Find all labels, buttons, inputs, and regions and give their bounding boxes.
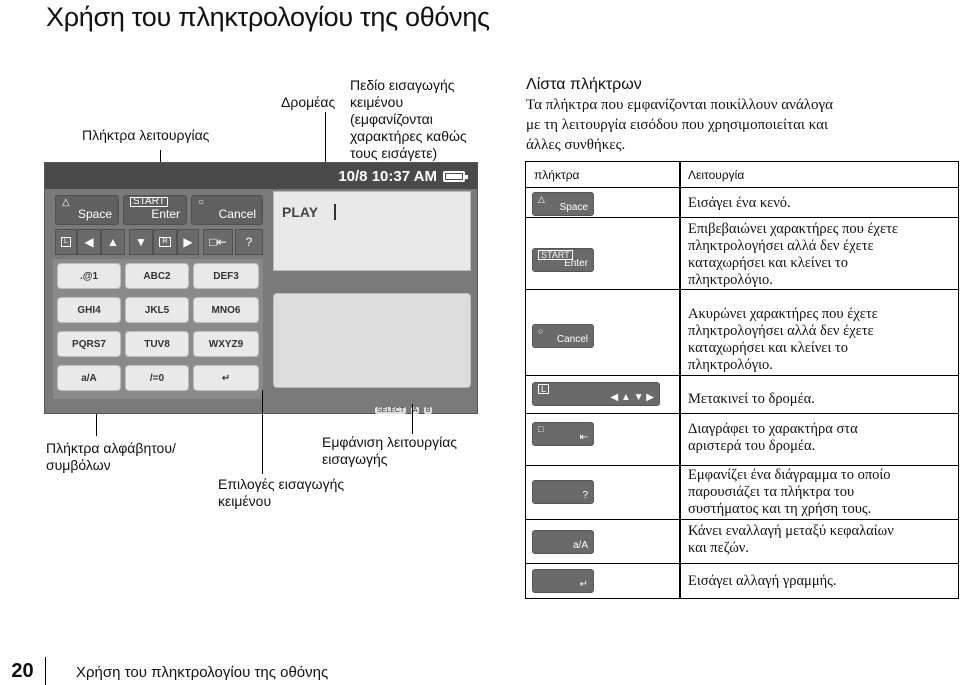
keylist-table <box>525 161 959 599</box>
desc-line: Επιβεβαιώνει χαρακτήρες που έχετε <box>688 221 898 237</box>
arrows-icon: ◀ ▲ ▼ ▶ <box>610 392 654 403</box>
space-key[interactable] <box>55 195 119 225</box>
table-row <box>526 564 958 598</box>
case-key[interactable]: a/A <box>57 365 121 391</box>
input-mode-indicator <box>375 399 471 413</box>
key-image-label: ↵ <box>579 579 588 590</box>
desc-line: και πεζών. <box>688 540 749 556</box>
header-key: πλήκτρα <box>534 168 580 182</box>
callout-line: Πεδίο εισαγωγής <box>350 77 455 93</box>
table-row <box>526 188 958 218</box>
newline-key[interactable]: ↵ <box>193 365 259 391</box>
desc-line: πληκτρολογήσει αλλά δεν έχετε <box>688 238 874 254</box>
r-button[interactable] <box>153 229 177 255</box>
key-9[interactable]: WXYZ9 <box>193 331 259 357</box>
key-image-label: a/A <box>572 540 588 551</box>
key-image-label: Enter <box>564 258 588 269</box>
keylist-title: Λίστα πλήκτρων <box>526 76 642 93</box>
mode-icon: B <box>425 407 431 414</box>
callout-line: τους εισάγετε) <box>350 145 438 161</box>
backspace-key[interactable]: □⇤ <box>203 229 233 255</box>
key-7[interactable]: PQRS7 <box>57 331 121 357</box>
arrow-up-icon[interactable]: ▲ <box>101 229 125 255</box>
header-function: Λειτουργία <box>688 168 745 182</box>
key-tag: ○ <box>538 326 544 336</box>
table-row <box>526 414 958 466</box>
select-tag: SELECT <box>377 407 405 414</box>
callout-line: κειμένου <box>218 493 272 509</box>
l-tag: L <box>61 237 71 247</box>
row-description <box>688 523 894 557</box>
key-4[interactable]: GHI4 <box>57 297 121 323</box>
start-tag: START <box>130 197 168 207</box>
key-image <box>532 530 594 554</box>
page-number: 20 <box>0 657 46 685</box>
enter-key[interactable] <box>123 195 187 225</box>
desc-line: πληκτρολογήσει αλλά δεν έχετε <box>688 323 874 339</box>
key-1[interactable]: .@1 <box>57 263 121 289</box>
desc-line: Εισάγει αλλαγή γραμμής. <box>688 573 837 589</box>
keylist-description <box>526 95 956 155</box>
callout-line: Πλήκτρα αλφάβητου/ <box>46 440 176 456</box>
triangle-icon: △ <box>62 197 70 208</box>
key-label: Cancel <box>218 207 256 221</box>
key-2[interactable]: ABC2 <box>125 263 189 289</box>
arrow-right-icon[interactable]: ▶ <box>177 229 199 255</box>
key-image-label: Cancel <box>556 334 588 345</box>
desc-line: παρουσιάζει τα πλήκτρα του <box>688 484 855 500</box>
l-button[interactable] <box>55 229 77 255</box>
desc-line: συστήματος και τη χρήση τους. <box>688 501 872 517</box>
desc-line: πληκτρολόγιο. <box>688 272 773 288</box>
key-image <box>532 192 594 216</box>
row-description <box>688 421 858 455</box>
footer-title: Χρήση του πληκτρολογίου της οθόνης <box>76 664 329 681</box>
table-header <box>526 162 958 188</box>
row-description <box>688 221 898 289</box>
key-tag: △ <box>538 194 545 204</box>
leader-line <box>262 390 263 474</box>
callout-line: συμβόλων <box>46 457 111 473</box>
mode-icon: A <box>412 407 418 414</box>
desc-line: πληκτρολόγιο. <box>688 357 773 373</box>
table-row <box>526 290 958 376</box>
desc-line: Κάνει εναλλαγή μεταξύ κεφαλαίων <box>688 523 894 539</box>
clock: 10/8 10:37 AM <box>338 168 437 185</box>
callout-cursor: Δρομέας <box>281 94 336 110</box>
row-description <box>688 573 837 590</box>
leader-line <box>412 404 413 434</box>
desc-line: Μετακινεί το δρομέα. <box>688 391 815 407</box>
key-image <box>532 324 594 348</box>
desc-line: Τα πλήκτρα που εμφανίζονται ποικίλλουν ανάλογα <box>526 97 833 113</box>
desc-line: με τη λειτουργία εισόδου που χρησιμοποιείται και <box>526 117 829 133</box>
key-tag: □ <box>538 424 544 434</box>
arrow-down-icon[interactable]: ▼ <box>129 229 153 255</box>
callout-line: (εμφανίζονται <box>350 111 433 127</box>
desc-line: Εισάγει ένα κενό. <box>688 195 791 211</box>
row-description <box>688 391 815 408</box>
row-description <box>688 306 878 374</box>
key-image <box>532 422 594 446</box>
callout-alpha-keys <box>46 440 176 474</box>
table-row <box>526 520 958 564</box>
table-row <box>526 376 958 414</box>
callout-text-options <box>218 476 344 510</box>
desc-line: Ακυρώνει χαρακτήρες που έχετε <box>688 306 878 322</box>
status-bar <box>45 163 477 189</box>
page-title: Χρήση του πληκτρολογίου της οθόνης <box>46 2 490 32</box>
table-row <box>526 466 958 520</box>
circle-icon: ○ <box>198 197 205 208</box>
callout-line: Επιλογές εισαγωγής <box>218 476 345 492</box>
key-3[interactable]: DEF3 <box>193 263 259 289</box>
callout-input-mode <box>322 434 457 468</box>
desc-line: καταχωρήσει και κλείνει το <box>688 340 848 356</box>
help-key[interactable] <box>235 229 263 255</box>
keypad <box>53 259 263 399</box>
key-0[interactable]: /=0 <box>125 365 189 391</box>
key-image <box>532 480 594 504</box>
text-field[interactable] <box>273 191 471 271</box>
callout-line: χαρακτήρες καθώς <box>350 128 467 144</box>
key-8[interactable]: TUV8 <box>125 331 189 357</box>
key-5[interactable]: JKL5 <box>125 297 189 323</box>
row-description <box>688 467 891 518</box>
callout-text-field <box>350 77 467 162</box>
text-field-value: PLAY <box>282 204 319 220</box>
r-tag: R <box>159 237 170 247</box>
key-image <box>532 248 594 272</box>
key-label: Enter <box>151 207 180 221</box>
backspace-icon: ⇤ <box>579 432 588 443</box>
callout-line: εισαγωγής <box>322 451 388 467</box>
key-label: Space <box>77 207 112 221</box>
callout-line: Εμφάνιση λειτουργίας <box>322 434 458 450</box>
key-image-label: Space <box>559 202 588 213</box>
key-image <box>532 569 594 593</box>
table-row <box>526 218 958 290</box>
desc-line: Εμφανίζει ένα διάγραμμα το οποίο <box>688 467 891 483</box>
leader-line <box>96 414 97 436</box>
row-description <box>688 195 791 212</box>
callout-function-keys: Πλήκτρα λειτουργίας <box>82 127 210 143</box>
desc-line: αριστερά του δρομέα. <box>688 438 816 454</box>
psp-screen <box>44 162 478 414</box>
key-image <box>532 382 660 406</box>
key-image-label: ? <box>582 490 588 501</box>
callout-line: κειμένου <box>350 94 404 110</box>
cancel-key[interactable] <box>191 195 263 225</box>
battery-icon <box>443 171 465 182</box>
cursor <box>334 204 336 220</box>
key-label: ? <box>245 235 253 249</box>
key-tag: START <box>538 250 573 260</box>
key-6[interactable]: MNO6 <box>193 297 259 323</box>
text-options-panel[interactable] <box>273 293 471 388</box>
arrow-left-icon[interactable]: ◀ <box>77 229 101 255</box>
desc-line: Διαγράφει το χαρακτήρα στα <box>688 421 858 437</box>
key-tag: L <box>538 384 549 394</box>
desc-line: καταχωρήσει και κλείνει το <box>688 255 848 271</box>
desc-line: άλλες συνθήκες. <box>526 137 626 153</box>
